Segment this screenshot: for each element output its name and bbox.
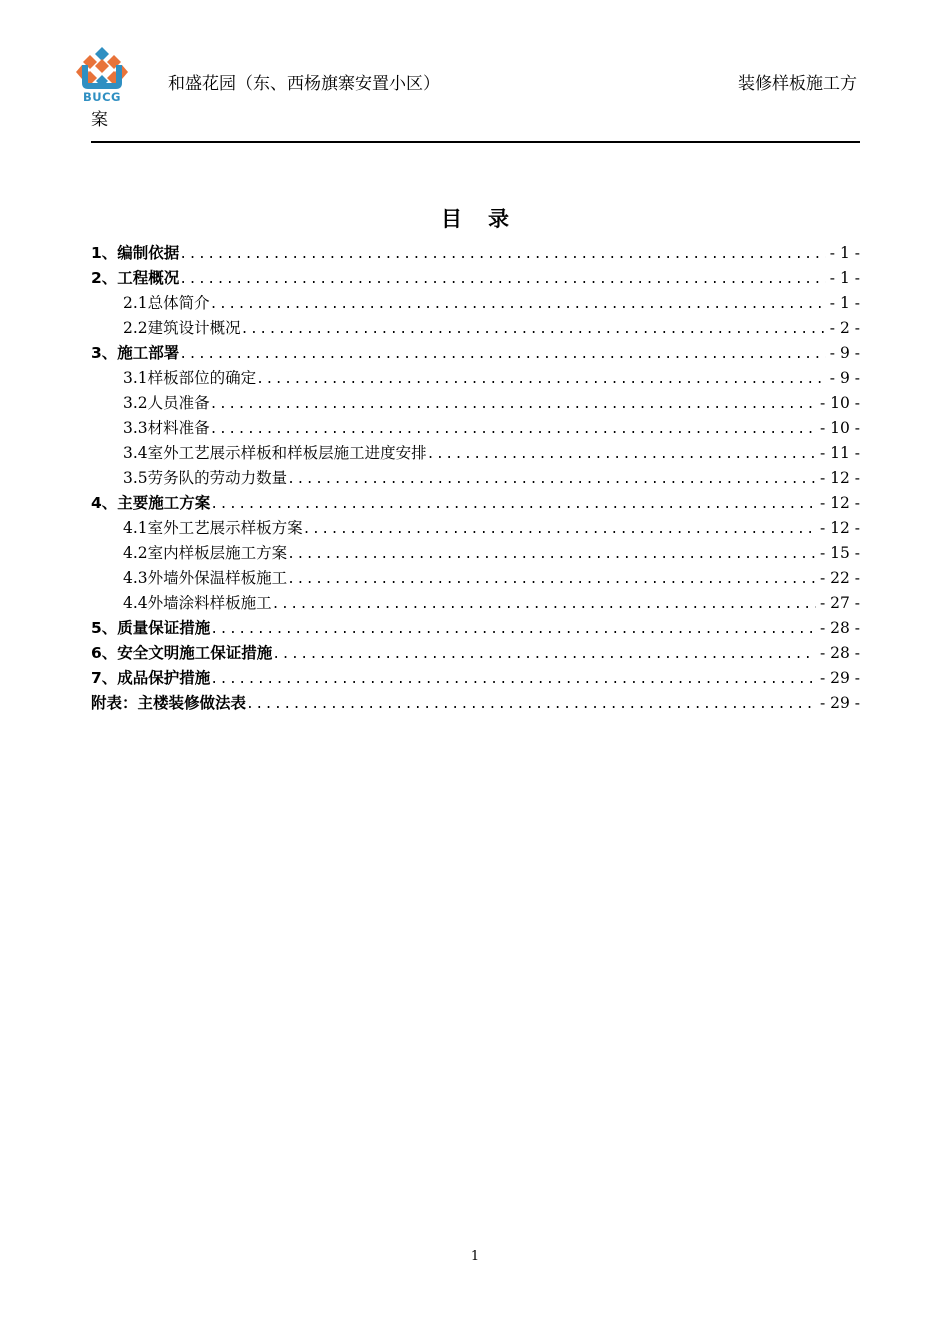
toc-entry-page: - 10 -: [819, 394, 860, 412]
toc-subentry[interactable]: [91, 391, 860, 416]
toc-subentry[interactable]: [91, 466, 860, 491]
toc-entry[interactable]: [91, 241, 860, 266]
toc-subentry[interactable]: [91, 316, 860, 341]
toc-entry-label: 2.1总体简介: [123, 294, 210, 312]
toc-leader: [287, 567, 816, 591]
toc-entry-label: 3.5劳务队的劳动力数量: [123, 469, 288, 487]
toc-entry-page: - 12 -: [819, 469, 860, 487]
toc-entry-label: 1、编制依据: [91, 244, 180, 262]
toc-leader: [179, 267, 826, 291]
toc-entry-label: 3.2人员准备: [123, 394, 210, 412]
toc-leader: [287, 542, 816, 566]
toc-leader: [246, 692, 816, 716]
toc-entry-label: 4.1室外工艺展示样板方案: [123, 519, 303, 537]
toc-entry[interactable]: [91, 266, 860, 291]
toc-subentry[interactable]: [91, 441, 860, 466]
toc-entry[interactable]: [91, 491, 860, 516]
toc-entry-page: - 22 -: [819, 569, 860, 587]
toc-entry-label: 3.3材料准备: [123, 419, 210, 437]
toc-subentry[interactable]: [91, 366, 860, 391]
toc-entry-page: - 9 -: [829, 369, 860, 387]
toc-leader: [241, 317, 826, 341]
toc-entry-page: - 29 -: [819, 694, 860, 712]
toc-entry-page: - 11 -: [819, 444, 860, 462]
toc-entry-label: 2、工程概况: [91, 269, 180, 287]
toc-entry-page: - 15 -: [819, 544, 860, 562]
header-divider: [91, 141, 860, 143]
toc-entry-label: 4.3外墙外保温样板施工: [123, 569, 288, 587]
toc-leader: [210, 492, 816, 516]
toc-entry-page: - 1 -: [829, 244, 860, 262]
toc-heading-char-2: 录: [488, 206, 509, 231]
toc-entry-label: 6、安全文明施工保证措施: [91, 644, 273, 662]
toc-entry-label: 5、质量保证措施: [91, 619, 211, 637]
table-of-contents: [91, 241, 860, 716]
toc-leader: [210, 617, 816, 641]
toc-entry-label: 7、成品保护措施: [91, 669, 211, 687]
toc-entry[interactable]: [91, 616, 860, 641]
toc-entry-label: 2.2建筑设计概况: [123, 319, 241, 337]
toc-entry-page: - 12 -: [819, 494, 860, 512]
toc-entry-page: - 29 -: [819, 669, 860, 687]
toc-leader: [272, 592, 816, 616]
toc-entry-label: 3、施工部署: [91, 344, 180, 362]
toc-entry-label: 4、主要施工方案: [91, 494, 211, 512]
toc-entry[interactable]: [91, 691, 860, 716]
toc-leader: [210, 392, 816, 416]
toc-leader: [272, 642, 816, 666]
logo-wordmark: BUCG: [83, 90, 121, 104]
toc-leader: [287, 467, 816, 491]
toc-entry-page: - 12 -: [819, 519, 860, 537]
toc-leader: [179, 242, 826, 266]
toc-entry[interactable]: [91, 341, 860, 366]
header-project-title: 和盛花园（东、西杨旗寨安置小区）: [168, 74, 440, 94]
toc-entry-label: 3.1样板部位的确定: [123, 369, 257, 387]
toc-entry-label: 4.4外墙涂料样板施工: [123, 594, 272, 612]
toc-subentry[interactable]: [91, 591, 860, 616]
toc-subentry[interactable]: [91, 416, 860, 441]
toc-entry-page: - 1 -: [829, 294, 860, 312]
page-header: [0, 0, 950, 145]
toc-entry-page: - 9 -: [829, 344, 860, 362]
toc-entry-page: - 10 -: [819, 419, 860, 437]
header-document-title: 装修样板施工方: [738, 74, 857, 94]
toc-leader: [303, 517, 816, 541]
toc-entry-label: 3.4室外工艺展示样板和样板层施工进度安排: [123, 444, 427, 462]
toc-leader: [210, 292, 826, 316]
toc-entry-page: - 28 -: [819, 619, 860, 637]
toc-subentry[interactable]: [91, 566, 860, 591]
page-number: 1: [470, 1249, 480, 1264]
toc-leader: [210, 667, 816, 691]
toc-leader: [210, 417, 816, 441]
toc-entry[interactable]: [91, 641, 860, 666]
toc-subentry[interactable]: [91, 291, 860, 316]
toc-leader: [427, 442, 816, 466]
toc-entry-label: 附表：主楼装修做法表: [91, 694, 247, 712]
toc-entry-page: - 27 -: [819, 594, 860, 612]
toc-heading: [0, 203, 950, 233]
toc-entry-page: - 28 -: [819, 644, 860, 662]
toc-entry-page: - 2 -: [829, 319, 860, 337]
toc-entry-page: - 1 -: [829, 269, 860, 287]
toc-subentry[interactable]: [91, 541, 860, 566]
toc-leader: [256, 367, 826, 391]
toc-subentry[interactable]: [91, 516, 860, 541]
toc-heading-char-1: 目: [441, 206, 462, 231]
toc-leader: [179, 342, 826, 366]
toc-entry[interactable]: [91, 666, 860, 691]
toc-entry-label: 4.2室内样板层施工方案: [123, 544, 288, 562]
header-title-continuation: 案: [91, 110, 108, 130]
